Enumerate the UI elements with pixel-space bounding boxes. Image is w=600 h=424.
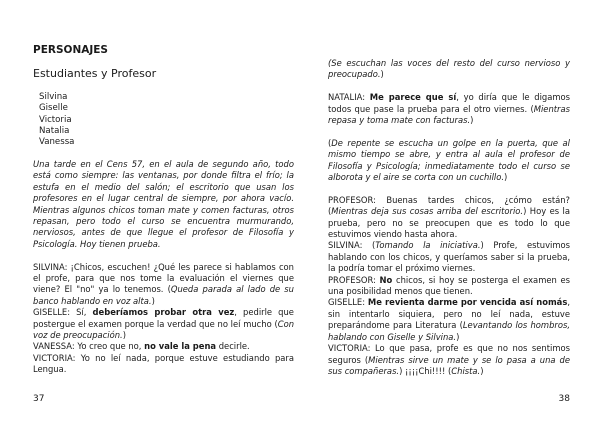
paragraph (328, 58, 570, 81)
cast-item: Giselle (39, 103, 68, 114)
dialogue-text: PROFESOR: Buenas tardes chicos, ¿cómo están? ( (328, 194, 570, 217)
dialogue-text: ) Hoy es la prueba, pero no se preocupen que es todo lo que estuvimos viendo hasta ahora. (328, 206, 571, 240)
dialogue-text: PROFESOR: (328, 274, 380, 285)
cast-subheading: Estudiantes y Profesor (33, 67, 157, 80)
emphasis-text: No (379, 274, 393, 285)
stage-direction: De repente se escucha un golpe en la puerta, que al mismo tiempo se abre, y entra al aula el profesor de Filosofía y Psicología; inmediatamente todo el curso se alborota y el aire se corta con un cuchillo. (328, 137, 570, 183)
paragraph (33, 159, 294, 250)
cast-item: Natalia (39, 125, 70, 136)
paragraph (33, 307, 294, 341)
stage-direction: Mientras repasa y toma mate con facturas. (328, 103, 570, 126)
paragraph (33, 341, 294, 352)
right-body (328, 58, 570, 377)
stage-direction: Queda parada al lado de su banco hablando en voz alta. (33, 284, 294, 306)
left-body (33, 159, 294, 376)
stage-direction: Mientras sirve un mate y se lo pasa a una de sus compañeras. (328, 354, 570, 376)
dialogue-text: VICTORIA: Lo que pasa, profe es que no nos sentimos seguros ( (328, 343, 570, 365)
paragraph (328, 275, 570, 298)
stage-direction: Tomando la iniciativa. (375, 240, 481, 251)
paragraph (328, 92, 570, 126)
stage-direction: (Se escuchan las voces del resto del curso nervioso y preocupado. (328, 58, 570, 80)
dialogue-text: decirle. (216, 341, 250, 352)
dialogue-text: ) (456, 331, 460, 342)
paragraph (328, 297, 570, 343)
emphasis-text: Me revienta darme por vencida así nomás (367, 297, 568, 308)
cast-item: Silvina (39, 92, 68, 102)
left-page (33, 0, 294, 424)
paragraph (328, 138, 570, 184)
section-heading: PERSONAJES (33, 44, 108, 56)
dialogue-text: NATALIA: (328, 92, 370, 103)
emphasis-text: Me parece que sí (369, 92, 457, 103)
stage-direction: Levantando los hombros, hablando con Giselle y Silvina. (328, 320, 570, 342)
dialogue-text: ) (480, 365, 484, 376)
emphasis-text: deberíamos probar otra vez (92, 307, 235, 318)
paragraph (328, 195, 570, 241)
paragraph (328, 240, 570, 274)
paragraph (33, 353, 294, 376)
dialogue-text: VICTORIA: Yo no leí nada, porque estuve estudiando para Lengua. (33, 352, 294, 375)
dialogue-text: , yo diría que le digamos todos que pase la prueba para el otro viernes. ( (328, 92, 571, 114)
cast-list (39, 92, 74, 148)
stage-direction: Una tarde en el Cens 57, en el aula de segundo año, todo está como siempre: las ventanas, por donde filtra el frío; la estufa en el medio del salón; el escritorio que usan los profesores en el lugar central de siempre, por ahora vacío. Mientras algunos chicos toman mate y comen facturas, otros repasan, pero todo el curso se encuentra murmurando, nerviosos, antes de que llegue el profesor de Filosofía y Psicología. Hoy tienen prueba. (33, 159, 294, 249)
cast-item: Victoria (39, 114, 72, 125)
dialogue-text: ) (504, 172, 508, 183)
page-number: 37 (33, 394, 45, 404)
paragraph (328, 343, 570, 377)
right-page (328, 0, 570, 424)
dialogue-text: ) Profe, estuvimos hablando con los chicos, y queríamos saber si la prueba, la podría tomar el próximo viernes. (328, 240, 571, 274)
dialogue-text: , sin intentarlo siquiera, pero no leí nada, estuve preparándome para Literatura ( (328, 297, 570, 331)
dialogue-text: GISELLE: Sí, (33, 307, 93, 318)
stage-direction: Chista. (451, 365, 481, 376)
stage-direction: Con voz de preocupación. (33, 318, 294, 341)
dialogue-text: ) ¡¡¡¡Chi!!!! ( (399, 365, 452, 376)
dialogue-text: GISELLE: (328, 297, 368, 308)
dialogue-text: ) (151, 295, 155, 306)
dialogue-text: , pedirle que postergue el examen porque la verdad que no leí mucho ( (33, 307, 294, 329)
paragraph (33, 262, 294, 308)
dialogue-text: ( (328, 137, 332, 148)
dialogue-text: chicos, si hoy se posterga el examen es una posibilidad menos que tienen. (328, 274, 571, 297)
dialogue-text: SILVINA: ¡Chicos, escuchen! ¿Qué les parece si hablamos con el profe, para que nos tome la evaluación el viernes que viene? El "no" ya lo tenemos. ( (33, 261, 294, 295)
dialogue-text: VANESSA: Yo creo que no, (33, 341, 145, 352)
stage-direction: Mientras deja sus cosas arriba del escritorio. (331, 206, 524, 217)
cast-item: Vanessa (39, 137, 75, 148)
dialogue-text: ) (380, 69, 384, 80)
page-number: 38 (558, 394, 570, 404)
emphasis-text: no vale la pena (144, 341, 217, 352)
dialogue-text: ) (122, 330, 126, 341)
dialogue-text: SILVINA: ( (328, 240, 376, 251)
dialogue-text: ) (470, 115, 474, 126)
